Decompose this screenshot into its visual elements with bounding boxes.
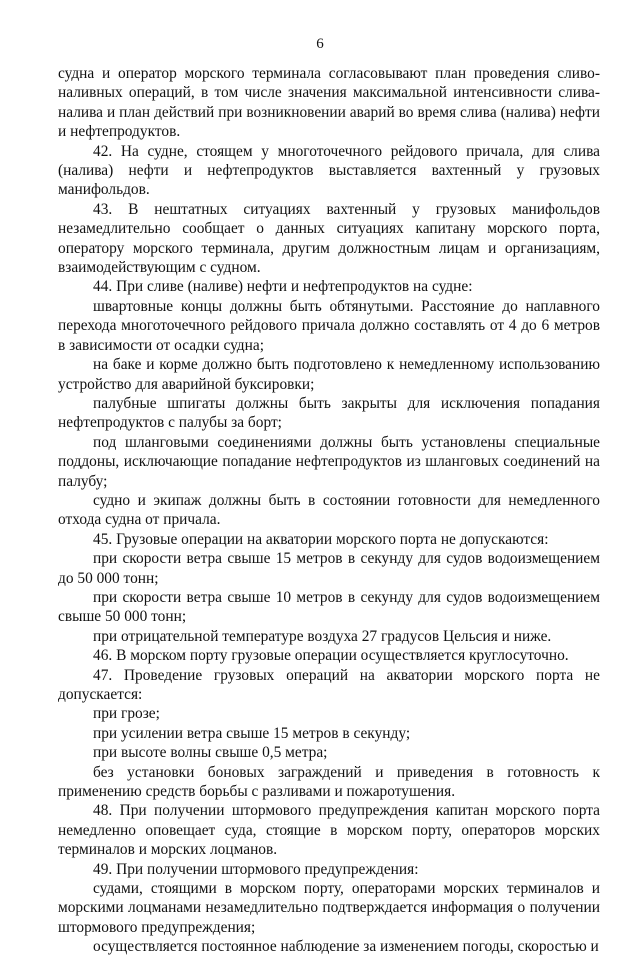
- paragraph: при отрицательной температуре воздуха 27 градусов Цельсия и ниже.: [93, 627, 552, 645]
- paragraph: 45. Грузовые операции на акватории морского порта не допускаются:: [93, 530, 549, 548]
- paragraph: 46. В морском порту грузовые операции осуществляется круглосуточно.: [93, 647, 569, 665]
- page-number: 6: [316, 36, 324, 52]
- paragraph: 47. Проведение грузовых операций на акватории морского порта не допускается:: [58, 666, 600, 703]
- paragraph: под шланговыми соединениями должны быть установлены специальные поддоны, исключающие попадание нефтепродуктов из шланговых соединений на палубу;: [58, 433, 600, 490]
- paragraph: при скорости ветра свыше 10 метров в секунду для судов водоизмещением свыше 50 000 тонн;: [58, 588, 600, 626]
- paragraph: 49. При получении штормового предупреждения:: [93, 860, 419, 878]
- paragraph: при грозе;: [93, 705, 160, 723]
- paragraph: судами, стоящими в морском порту, операторами морских терминалов и морскими лоцманами незамедлительно подтверждается информация о получении штормового предупреждения;: [58, 880, 600, 936]
- paragraph: 42. На судне, стоящем у многоточечного рейдового причала, для слива (налива) нефти и нефтепродуктов выставляется вахтенный у грузовых манифольдов.: [58, 142, 600, 199]
- paragraph: при усилении ветра свыше 15 метров в секунду;: [93, 724, 411, 742]
- paragraph: судна и оператор морского терминала согласовывают план проведения сливо-наливных операций, в том числе значения максимальной интенсивности слива-налива и план действий при возникновении аварий во время слива (налива) нефти и нефтепродуктов.: [58, 65, 600, 141]
- paragraph: швартовные концы должны быть обтянутыми. Расстояние до наплавного перехода многоточечного рейдового причала должно составлять от 4 до 6 метров в зависимости от осадки судна;: [58, 297, 600, 354]
- paragraph: 48. При получении штормового предупреждения капитан морского порта немедленно оповещает суда, стоящие в морском порту, операторов морских терминалов и морских лоцманов.: [58, 802, 600, 859]
- paragraph: без установки боновых заграждений и приведения в готовность к применению средств борьбы с разливами и пожаротушения.: [58, 763, 600, 801]
- paragraph: при скорости ветра свыше 15 метров в секунду для судов водоизмещением до 50 000 тонн;: [58, 550, 600, 587]
- paragraph: на баке и корме должно быть подготовлено к немедленному использованию устройство для аварийной буксировки;: [58, 356, 600, 393]
- paragraph: судно и экипаж должны быть в состоянии готовности для немедленного отхода судна от причала.: [58, 491, 600, 529]
- paragraph: палубные шпигаты должны быть закрыты для исключения попадания нефтепродуктов с палубы за борт;: [58, 394, 600, 432]
- paragraph: 43. В нештатных ситуациях вахтенный у грузовых манифольдов незамедлительно сообщает о данных ситуациях капитану морского порта, оператору морского терминала, другим должностным лицам и организациям, взаимодействующим с судном.: [58, 200, 600, 277]
- paragraph: осуществляется постоянное наблюдение за изменением погоды, скоростью и: [93, 938, 599, 956]
- paragraph: при высоте волны свыше 0,5 метра;: [93, 744, 328, 762]
- document-body: [58, 64, 600, 957]
- paragraph: 44. При сливе (наливе) нефти и нефтепродуктов на судне:: [93, 278, 473, 296]
